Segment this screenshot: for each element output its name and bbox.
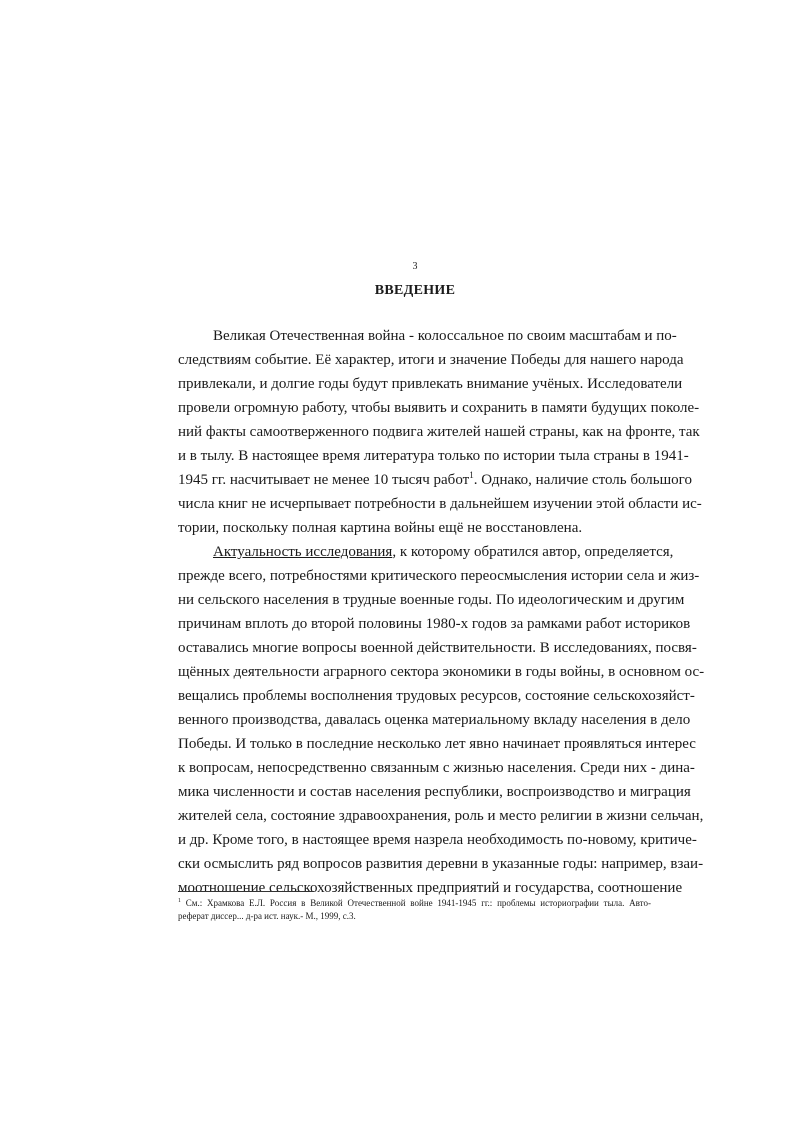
underlined-term: Актуальность исследования — [213, 544, 393, 560]
page-number: 3 — [412, 261, 418, 272]
footnote-text: См.: Храмкова Е.Л. Россия в Великой Отечественной войне 1941-1945 гг.: проблемы историографии тыла. Авто- — [181, 898, 651, 908]
text-segment: , к которому обратился автор, определяется, — [392, 544, 674, 560]
footnote-reference: 1 — [469, 470, 474, 480]
text-line: и др. Кроме того, в настоящее время назрела необходимость по-новому, критиче- — [178, 832, 697, 848]
text-line-with-footnote — [178, 468, 692, 492]
text-line: привлекали, и долгие годы будут привлекать внимание учёных. Исследователи — [178, 376, 683, 392]
text-segment: 1945 гг. насчитывает не менее 10 тысяч работ — [178, 472, 470, 488]
text-line: моотношение сельскохозяйственных предприятий и государства, соотношение — [178, 880, 683, 896]
text-line: Победы. И только в последние несколько лет явно начинает проявляться интерес — [178, 736, 696, 752]
page-title: ВВЕДЕНИЕ — [374, 283, 456, 298]
text-segment: . Однако, наличие столь большого — [473, 472, 692, 488]
text-line: и в тылу. В настоящее время литература только по истории тыла страны в 1941- — [178, 448, 689, 464]
text-line: причинам вплоть до второй половины 1980-х годов за рамками работ историков — [178, 616, 691, 632]
text-line: венного производства, давалась оценка материальному вкладу населения в дело — [178, 712, 691, 728]
footnote-divider — [178, 891, 314, 892]
text-line: ний факты самоотверженного подвига жителей нашей страны, как на фронте, так — [178, 424, 700, 440]
text-line: ни сельского населения в трудные военные годы. По идеологическим и другим — [178, 592, 685, 608]
text-line: провели огромную работу, чтобы выявить и сохранить в памяти будущих поколе- — [178, 400, 700, 416]
text-line: следствиям событие. Её характер, итоги и значение Победы для нашего народа — [178, 352, 684, 368]
text-line — [213, 540, 674, 564]
footnote-line — [178, 897, 651, 910]
text-line: к вопросам, непосредственно связанным с жизнью населения. Среди них - дина- — [178, 760, 695, 776]
text-line: мика численности и состав населения республики, воспроизводство и миграция — [178, 784, 691, 800]
text-line: числа книг не исчерпывает потребности в дальнейшем изучении этой области ис- — [178, 496, 702, 512]
footnote-marker: 1 — [178, 898, 181, 904]
text-line: жителей села, состояние здравоохранения, роль и место религии в жизни сельчан, — [178, 808, 704, 824]
text-line: прежде всего, потребностями критического переосмысления истории села и жиз- — [178, 568, 700, 584]
text-line: тории, поскольку полная картина войны ещё не восстановлена. — [178, 520, 583, 536]
footnote-line: реферат диссер... д-ра ист. наук.- М., 1999, с.3. — [178, 911, 356, 921]
text-line: Великая Отечественная война - колоссальное по своим масштабам и по- — [213, 328, 677, 344]
text-line: щённых деятельности аграрного сектора экономики в годы войны, в основном ос- — [178, 664, 705, 680]
text-line: ски осмыслить ряд вопросов развития деревни в указанные годы: например, взаи- — [178, 856, 704, 872]
text-line: оставались многие вопросы военной действительности. В исследованиях, посвя- — [178, 640, 697, 656]
text-line: вещались проблемы восполнения трудовых ресурсов, состояние сельскохозяйст- — [178, 688, 695, 704]
